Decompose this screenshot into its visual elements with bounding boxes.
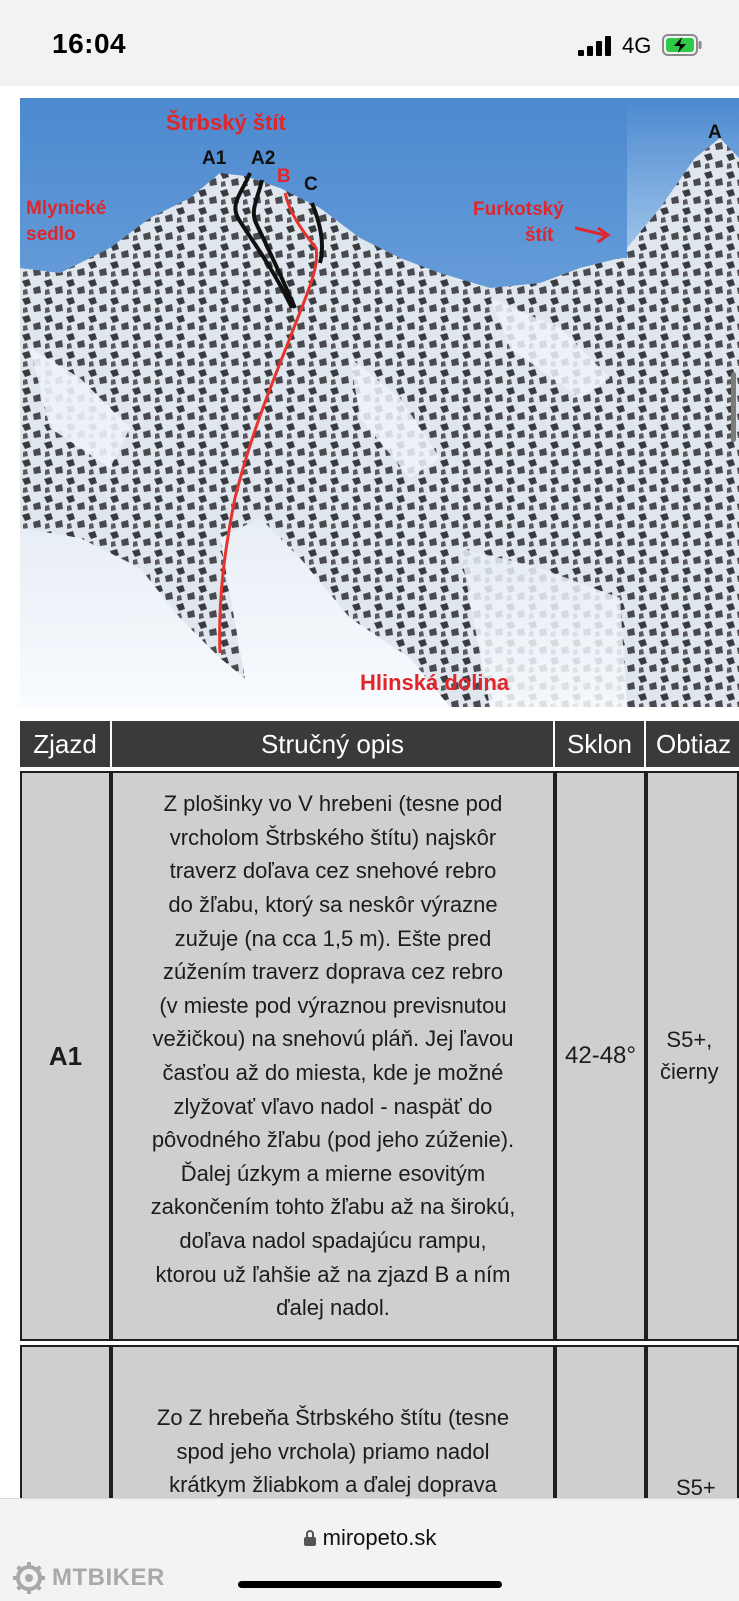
difficulty-value: S5+,	[666, 1027, 713, 1052]
lock-icon	[303, 1529, 317, 1547]
label-saddle-line1: Mlynické	[26, 198, 107, 219]
header-route: Zjazd	[20, 721, 110, 767]
header-description: Stručný opis	[112, 721, 553, 767]
route-name: A1	[48, 1040, 83, 1071]
gear-logo-icon	[12, 1561, 46, 1595]
header-slope: Sklon	[555, 721, 644, 767]
cell-route	[20, 771, 111, 1341]
label-b: B	[277, 166, 291, 187]
web-page-content[interactable]	[0, 86, 739, 1498]
description-line: vežičkou) na snehovú pláň. Jej ľavou	[152, 1026, 514, 1052]
mountain-route-photo	[20, 98, 739, 707]
difficulty-value: S5+	[676, 1475, 716, 1498]
description-line: pôvodného žľabu (pod jeho zúženie).	[151, 1127, 515, 1153]
page-scrollbar[interactable]	[731, 372, 736, 442]
description-line: zužuje (na cca 1,5 m). Ešte pred	[174, 925, 492, 951]
description-line: Ďalej úzkym a mierne esovitým	[180, 1160, 486, 1186]
cell-route	[20, 1345, 111, 1498]
description-line: Zo Z hrebeňa Štrbského štítu (tesne	[156, 1405, 510, 1430]
cell-slope	[555, 1345, 646, 1498]
cell-difficulty	[646, 1345, 739, 1498]
description-line: spod jeho vrchola) priamo nadol	[176, 1438, 490, 1464]
cell-slope	[555, 771, 646, 1341]
description-line: zlyžovať vľavo nadol - naspäť do	[173, 1093, 493, 1119]
description-line: doľava nadol spadajúcu rampu,	[179, 1227, 487, 1253]
status-bar	[0, 0, 739, 86]
watermark-text: MTBIKER	[52, 1564, 165, 1591]
description-line: zakončením tohto žľabu až na širokú,	[150, 1194, 516, 1220]
cell-difficulty	[646, 771, 739, 1341]
description-line: traverz doľava cez snehové rebro	[169, 858, 497, 884]
description-line: ďalej nadol.	[276, 1295, 390, 1321]
label-furkotsky-line2: štít	[525, 225, 554, 246]
network-type: 4G	[622, 33, 652, 58]
label-peak: Štrbský štít	[166, 110, 286, 135]
status-time: 16:04	[52, 28, 127, 59]
label-edge: A	[708, 122, 722, 143]
home-indicator[interactable]	[238, 1581, 502, 1588]
header-difficulty: Obtiaz	[646, 721, 739, 767]
description-line: krátkym žliabkom a ďalej doprava	[169, 1472, 497, 1498]
label-saddle-line2: sedlo	[26, 224, 76, 245]
description-line: vrcholom Štrbského štítu) najskôr	[169, 824, 497, 850]
label-furkotsky-line1: Furkotský	[473, 199, 564, 220]
cell-description	[111, 1345, 555, 1498]
label-valley: Hlinská dolina	[360, 670, 510, 695]
address-field[interactable]	[0, 1525, 739, 1551]
label-a1: A1	[202, 148, 227, 169]
watermark	[12, 1561, 165, 1595]
label-c: C	[304, 174, 318, 195]
browser-address-bar[interactable]	[0, 1498, 739, 1601]
cell-description	[111, 771, 555, 1341]
description-line: časťou až do miesta, kde je možné	[162, 1060, 504, 1085]
cellular-signal-icon	[578, 36, 614, 56]
difficulty-color: čierny	[660, 1059, 719, 1084]
description-line: ktorou už ľahšie až na zjazd B a ním	[155, 1261, 511, 1287]
label-a2: A2	[251, 148, 276, 169]
description-line: Z plošinky vo V hrebeni (tesne pod	[163, 791, 503, 817]
slope-value: 42-48°	[565, 1042, 636, 1069]
description-line: (v mieste pod výraznou previsnutou	[159, 992, 507, 1018]
description-line: do žľabu, ktorý sa neskôr výrazne	[168, 892, 498, 918]
description-line: zúžením traverz doprava cez rebro	[163, 959, 503, 985]
battery-charging-icon	[662, 34, 702, 56]
url-text: miropeto.sk	[322, 1525, 437, 1550]
